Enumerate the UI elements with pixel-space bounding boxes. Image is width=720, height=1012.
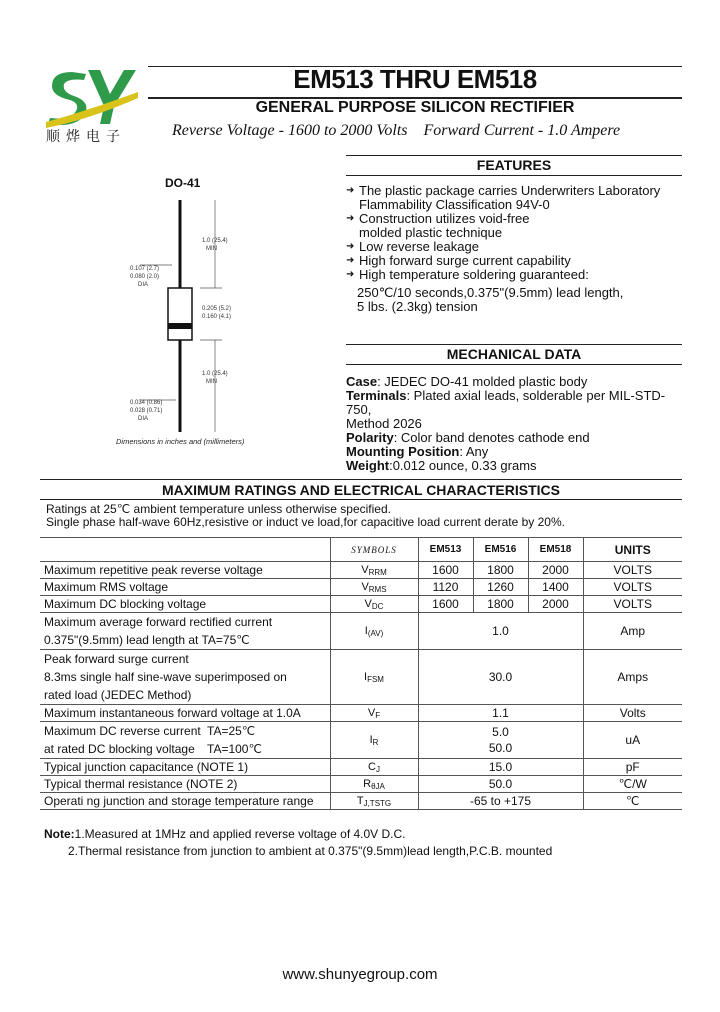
value-em518: 2000: [528, 562, 583, 579]
mech-mounting: Mounting Position: Any: [346, 444, 489, 459]
value-all: -65 to +175: [418, 793, 583, 810]
value-all: 15.0: [418, 759, 583, 776]
dim-lead-length-top: 1.0 (25.4): [202, 238, 228, 244]
value-em518: 1400: [528, 579, 583, 596]
solder-spec-line-2: 5 lbs. (2.3kg) tension: [357, 299, 478, 314]
table-row: [40, 579, 682, 596]
bullet-arrow-icon: ➜: [346, 185, 355, 196]
features-heading: FEATURES: [476, 157, 552, 173]
table-row: [40, 596, 682, 613]
header-em518: EM518: [528, 538, 583, 562]
dim-body-len-min: 0.160 (4.1): [202, 314, 232, 320]
value-all: 50.0: [418, 776, 583, 793]
value-em513: 1120: [418, 579, 473, 596]
row-label: Maximum repetitive peak reverse voltage: [40, 562, 330, 579]
row-unit: uA: [583, 722, 682, 759]
row-unit: Amp: [583, 613, 682, 650]
ratings-table: [40, 537, 682, 810]
ratings-top-rule: [40, 479, 682, 480]
row-symbol: $I_R$: [330, 722, 418, 759]
feature-item-cont: Flammability Classification 94V-0: [359, 197, 550, 212]
rating-summary: Reverse Voltage - 1600 to 2000 Volts Forward Current - 1.0 Ampere: [172, 122, 621, 139]
ratings-note-2: Single phase half-wave 60Hz,resistive or induct ve load,for capacitive load current derate by 20%.: [46, 515, 565, 529]
table-row: [40, 759, 682, 776]
package-outline-drawing: [110, 190, 260, 455]
row-label: Typical thermal resistance (NOTE 2): [40, 776, 330, 793]
bullet-arrow-icon: ➜: [346, 213, 355, 224]
dim-lead-dia-label: DIA: [138, 416, 149, 422]
mech-top-rule: [346, 344, 682, 345]
dim-min-top: MIN: [206, 246, 217, 252]
row-label: Maximum average forward rectified current 0.375"(9.5mm) lead length at TA=75℃: [40, 613, 330, 650]
logo-chinese-name: 顺烨电子: [46, 129, 126, 145]
table-header-row: [40, 538, 682, 562]
value-all: 1.1: [418, 705, 583, 722]
ratings-bottom-rule: [40, 499, 682, 500]
mechanical-data: [346, 375, 686, 473]
feature-item-cont: molded plastic technique: [359, 225, 503, 240]
dim-min-bottom: MIN: [206, 379, 217, 385]
bullet-arrow-icon: ➜: [346, 241, 355, 252]
diode-body: [168, 288, 192, 340]
dim-lead-dia-max: 0.034 (0.86): [130, 400, 163, 406]
row-symbol: $V_{DC}$: [330, 596, 418, 613]
table-row: [40, 793, 682, 810]
row-symbol: $I_{FSM}$: [330, 650, 418, 705]
value-em513: 1600: [418, 596, 473, 613]
value-em518: 2000: [528, 596, 583, 613]
dimensions-caption: Dimensions in inches and (millimeters): [116, 437, 245, 446]
solder-spec-line-1: 250℃/10 seconds,0.375"(9.5mm) lead length,: [357, 285, 624, 300]
row-label: Maximum DC reverse current TA=25℃ at rated DC blocking voltage TA=100℃: [40, 722, 330, 759]
value-em516: 1260: [473, 579, 528, 596]
row-unit: ℃/W: [583, 776, 682, 793]
features-bottom-rule: [346, 175, 682, 176]
website-link[interactable]: www.shunyegroup.com: [282, 966, 438, 983]
value-all: 30.0: [418, 650, 583, 705]
header-symbols: SYMBOLS: [330, 538, 418, 562]
value-em513: 1600: [418, 562, 473, 579]
row-label: Maximum instantaneous forward voltage at 1.0A: [40, 705, 330, 722]
page-subtitle: GENERAL PURPOSE SILICON RECTIFIER: [255, 99, 575, 116]
ratings-notes: [46, 503, 565, 529]
row-symbol: $C_J$: [330, 759, 418, 776]
dim-body-dia-label: DIA: [138, 282, 149, 288]
row-symbol: $R_{\theta JA}$: [330, 776, 418, 793]
table-row: [40, 776, 682, 793]
feature-item: ➜ Construction utilizes void-free: [346, 211, 530, 226]
features-list: [346, 184, 686, 314]
row-unit: Amps: [583, 650, 682, 705]
footnote-2: 2.Thermal resistance from junction to ambient at 0.375"(9.5mm)lead length,P.C.B. mounted: [68, 844, 553, 858]
ratings-note-1: Ratings at 25℃ ambient temperature unless otherwise specified.: [46, 502, 391, 516]
package-label: DO-41: [165, 176, 201, 190]
row-unit: VOLTS: [583, 579, 682, 596]
row-unit: ℃: [583, 793, 682, 810]
bullet-arrow-icon: ➜: [346, 255, 355, 266]
ratings-heading: MAXIMUM RATINGS AND ELECTRICAL CHARACTERISTICS: [162, 482, 560, 498]
table-row: [40, 722, 682, 759]
row-label: Typical junction capacitance (NOTE 1): [40, 759, 330, 776]
table-row: [40, 562, 682, 579]
row-label: Maximum DC blocking voltage: [40, 596, 330, 613]
row-label: Operati ng junction and storage temperature range: [40, 793, 330, 810]
page-title: EM513 THRU EM518: [293, 64, 537, 94]
feature-item: ➜ High temperature soldering guaranteed:: [346, 267, 589, 282]
table-row: [40, 613, 682, 650]
features-top-rule: [346, 155, 682, 156]
footnotes: [44, 826, 552, 860]
feature-item: ➜ High forward surge current capability: [346, 253, 571, 268]
dim-body-len-max: 0.205 (5.2): [202, 306, 232, 312]
row-symbol: $V_{RRM}$: [330, 562, 418, 579]
row-unit: VOLTS: [583, 596, 682, 613]
table-row: [40, 705, 682, 722]
dim-body-dia-max: 0.107 (2.7): [130, 266, 160, 272]
dim-body-dia-min: 0.080 (2.0): [130, 274, 160, 280]
dim-lead-length-bottom: 1.0 (25.4): [202, 371, 228, 377]
mech-weight: Weight:0.012 ounce, 0.33 grams: [346, 458, 537, 473]
feature-item: ➜ Low reverse leakage: [346, 239, 479, 254]
row-unit: VOLTS: [583, 562, 682, 579]
dim-lead-dia-min: 0.028 (0.71): [130, 408, 163, 414]
footnote-1: Note:1.Measured at 1MHz and applied reverse voltage of 4.0V D.C.: [44, 827, 406, 841]
mech-terminals: Terminals: Plated axial leads, solderable per MIL-STD-750,: [346, 388, 666, 417]
table-row: [40, 650, 682, 705]
feature-item: ➜ The plastic package carries Underwriters Laboratory: [346, 183, 661, 198]
row-symbol: $I_{(AV)}$: [330, 613, 418, 650]
mech-bottom-rule: [346, 364, 682, 365]
logo-swoosh: [46, 92, 138, 128]
value-all: 5.0 50.0: [418, 722, 583, 759]
row-label: Peak forward surge current 8.3ms single half sine-wave superimposed on rated load (JEDEC Method): [40, 650, 330, 705]
row-unit: pF: [583, 759, 682, 776]
row-symbol: $V_{RMS}$: [330, 579, 418, 596]
row-unit: Volts: [583, 705, 682, 722]
mechanical-heading: MECHANICAL DATA: [446, 346, 582, 362]
mech-terminals-cont: Method 2026: [346, 416, 422, 431]
row-symbol: $T_{J,TSTG}$: [330, 793, 418, 810]
value-em516: 1800: [473, 562, 528, 579]
bullet-arrow-icon: ➜: [346, 269, 355, 280]
mech-polarity: Polarity: Color band denotes cathode end: [346, 430, 590, 445]
mech-case: Case: JEDEC DO-41 molded plastic body: [346, 374, 588, 389]
cathode-band: [168, 323, 192, 329]
header-em516: EM516: [473, 538, 528, 562]
header-units: UNITS: [583, 538, 682, 562]
row-label: Maximum RMS voltage: [40, 579, 330, 596]
header-em513: EM513: [418, 538, 473, 562]
value-all: 1.0: [418, 613, 583, 650]
value-em516: 1800: [473, 596, 528, 613]
row-symbol: $V_F$: [330, 705, 418, 722]
